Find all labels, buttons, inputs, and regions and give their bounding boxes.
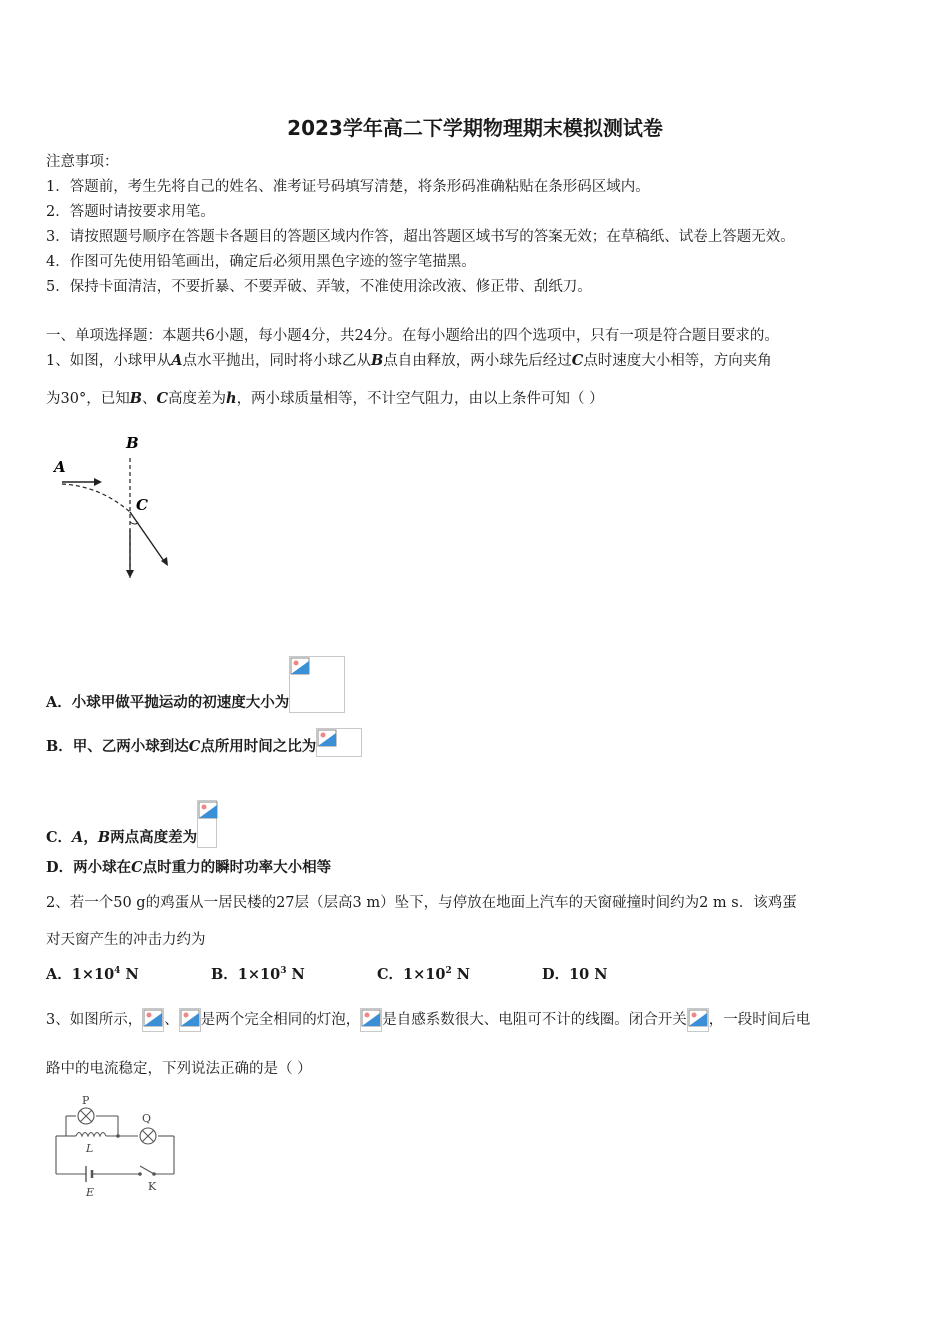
circuit-label-q: Q (142, 1112, 152, 1125)
broken-image-icon (687, 1008, 709, 1032)
broken-image-icon (316, 728, 362, 757)
notice-item-1: 1．答题前，考生先将自己的姓名、准考证号码填写清楚，将条形码准确粘贴在条形码区域内。 (46, 179, 650, 195)
q2-option-c: C．$1\times 10^2$ N (377, 966, 471, 983)
q1-option-a: A．小球甲做平抛运动的初速度大小为 (46, 656, 345, 713)
broken-image-icon (289, 656, 345, 713)
broken-image-icon (142, 1008, 164, 1032)
q2-option-b: B．$1\times 10^3$ N (211, 966, 305, 983)
notice-item-4: 4．作图可先使用铅笔画出，确定后必须用黑色字迹的签字笔描黑。 (46, 254, 476, 270)
q3-stem-line2: 路中的电流稳定，下列说法正确的是（ ） (46, 1061, 312, 1077)
q1-stem-line2: 为30°，已知B、C高度差为h，两小球质量相等，不计空气阻力，由以上条件可知（ ） (46, 390, 604, 407)
circuit-label-k: K (148, 1180, 157, 1193)
fig-label-a: A (54, 458, 66, 476)
page-title: 2023学年高二下学期物理期末模拟测试卷 (287, 116, 663, 140)
q1-option-d: D．两小球在C点时重力的瞬时功率大小相等 (46, 859, 332, 876)
q2-stem-line2: 对天窗产生的冲击力约为 (46, 932, 206, 948)
notice-item-2: 2．答题时请按要求用笔。 (46, 204, 215, 220)
q3-circuit-figure (46, 1092, 186, 1202)
notice-heading: 注意事项： (46, 154, 119, 170)
fig-label-c: C (136, 496, 148, 514)
q1-stem-line1: 1、如图，小球甲从A点水平抛出，同时将小球乙从B点自由释放，两小球先后经过C点时速度大小相等，方向夹角 (46, 352, 772, 369)
circuit-label-l: L (86, 1142, 94, 1155)
q1-projectile-figure (50, 430, 180, 585)
q2-option-d: D．10 N (542, 966, 608, 983)
broken-image-icon (179, 1008, 201, 1032)
notice-item-3: 3．请按照题号顺序在答题卡各题目的答题区域内作答，超出答题区域书写的答案无效；在草稿纸、试卷上答题无效。 (46, 229, 795, 245)
section-heading: 一、单项选择题：本题共6小题，每小题4分，共24分。在每小题给出的四个选项中，只有一项是符合题目要求的。 (46, 328, 779, 344)
q1-option-c: C．A，B两点高度差为 (46, 800, 217, 848)
circuit-label-e: E (86, 1186, 95, 1199)
broken-image-icon (197, 800, 217, 848)
fig-label-b: B (126, 434, 139, 452)
q2-option-a: A．$1\times 10^4$ N (46, 966, 139, 983)
notice-item-5: 5．保持卡面清洁，不要折暴、不要弄破、弄皱，不准使用涂改液、修正带、刮纸刀。 (46, 279, 592, 295)
q2-stem-line1: 2、若一个50 g的鸡蛋从一居民楼的27层（层高3 m）坠下，与停放在地面上汽车的天窗碰撞时间约为2 m s．该鸡蛋 (46, 895, 797, 911)
q3-stem-line1: 3、如图所示， 、 是两个完全相同的灯泡， 是自感系数很大、电阻可不计的线圈。闭合开关 ，一段时间后电 (46, 1008, 810, 1032)
circuit-label-p: P (82, 1094, 90, 1107)
broken-image-icon (360, 1008, 382, 1032)
q1-option-b: B．甲、乙两小球到达C点所用时间之比为 (46, 728, 362, 757)
